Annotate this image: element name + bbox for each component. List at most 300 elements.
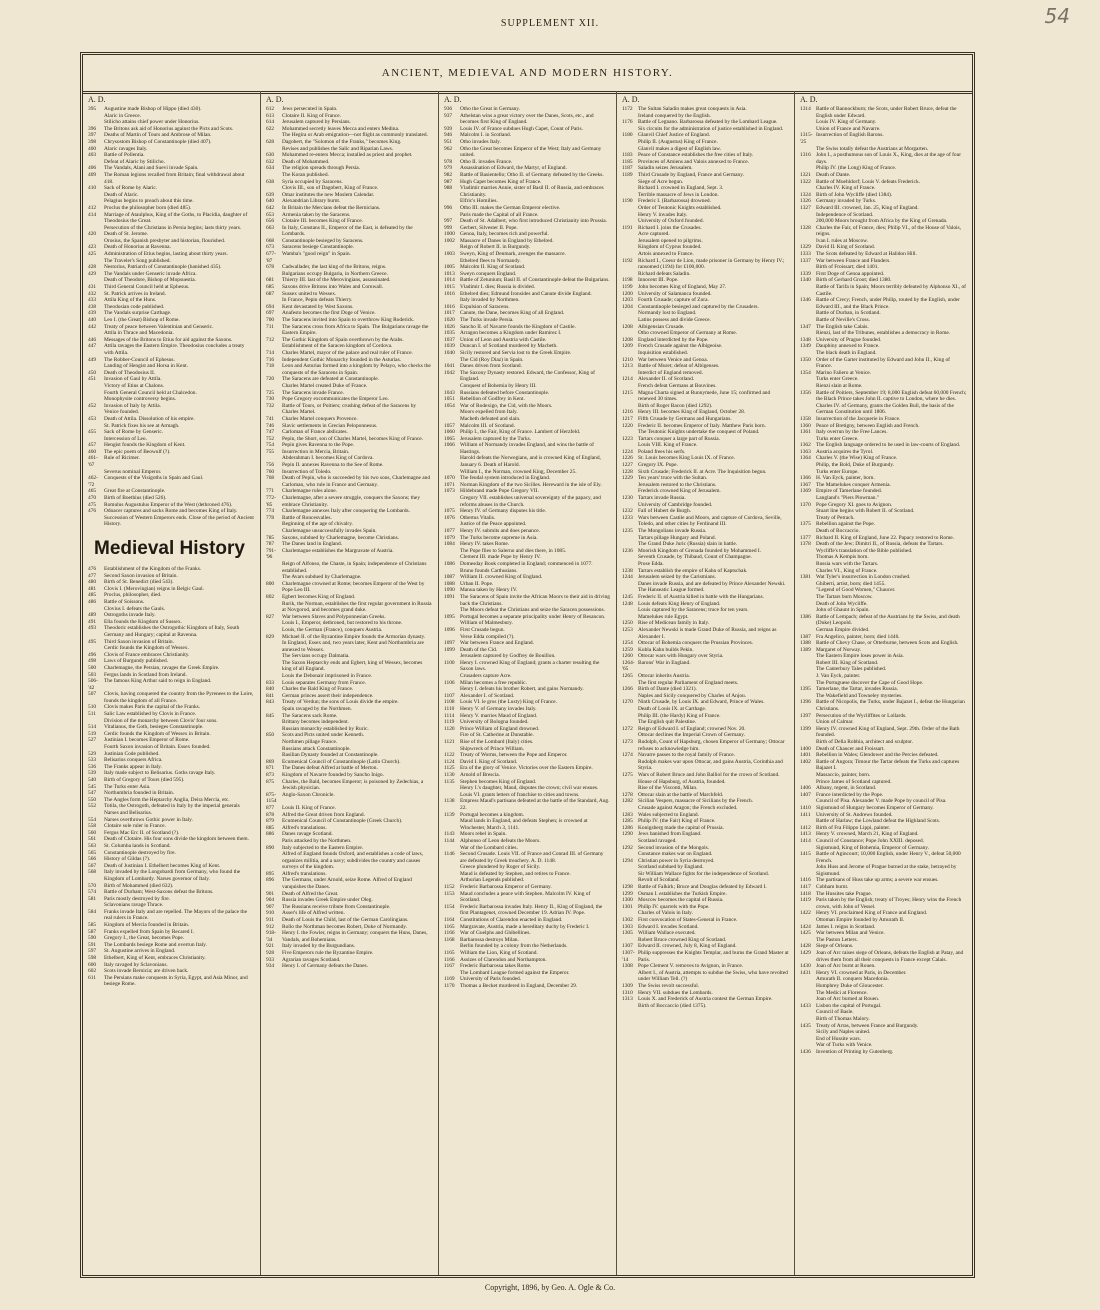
history-entry xyxy=(88,475,255,488)
entry-year: 1389 xyxy=(800,646,811,653)
entry-year: 567 xyxy=(88,862,97,869)
history-entry xyxy=(266,772,433,779)
history-entry xyxy=(622,568,789,575)
entry-text: Battle of Poitiers, September 19; 8,000 English defeat 60,000 French; the Black Prince takes John II. captive to London, where he dies. xyxy=(816,389,967,403)
entry-text: Charlemagne, the Persian, ravages the Greek Empire. xyxy=(104,664,220,671)
entry-year: 928 xyxy=(266,950,275,956)
entry-text: Landing of Hengist and Horsa in Kent. xyxy=(104,363,188,370)
entry-text: Battle of Neville's Cross. xyxy=(816,317,870,323)
history-entry xyxy=(266,686,433,693)
entry-text: Joan of Arc raises siege of Orleans, defeats the English at Patay, and drives them from all their conquests in France except Calais. xyxy=(816,950,964,963)
entry-year: 632 xyxy=(266,158,275,165)
entry-text: The Gothic Kingdom of Spain overthrown by the Arabs. xyxy=(282,336,404,343)
history-entry xyxy=(266,363,433,376)
entry-year xyxy=(800,798,816,805)
entry-text: The Hegira or Arab emigration—not flight as commonly translated. xyxy=(282,132,428,139)
entry-year xyxy=(800,937,816,944)
entry-year xyxy=(88,238,104,245)
history-entry xyxy=(266,508,433,515)
history-entry xyxy=(800,488,967,495)
entry-year: 1278 xyxy=(622,791,633,798)
entry-text: Hildebrand made Pope Gregory VII. xyxy=(460,488,539,495)
entry-year: 1228 xyxy=(622,468,633,475)
history-entry xyxy=(266,831,433,838)
entry-year: 1411 xyxy=(800,811,811,818)
entry-year xyxy=(800,673,816,680)
history-entry xyxy=(622,409,789,416)
entry-year xyxy=(444,548,460,555)
history-entry xyxy=(444,455,611,468)
history-entry xyxy=(266,792,433,805)
column-header: A. D. xyxy=(266,95,284,104)
history-entry xyxy=(444,930,611,937)
entry-year: 481 xyxy=(88,585,97,592)
entry-text: Kubla Kahn builds Pekin. xyxy=(638,646,694,653)
entry-year xyxy=(800,1042,816,1049)
history-entry xyxy=(800,251,967,258)
entry-text: The Hanseatic League formed. xyxy=(638,587,705,594)
entry-text: Henry VI. crowned at Paris, in December. xyxy=(816,969,907,976)
entry-text: German princes assert their independence. xyxy=(282,692,374,699)
history-entry xyxy=(88,212,255,225)
entry-year: 1200 xyxy=(622,290,633,297)
history-entry xyxy=(800,165,967,172)
entry-year: 978 xyxy=(444,158,453,165)
entry-year: 939 xyxy=(444,125,453,132)
entry-year: 461-'67 xyxy=(88,455,98,469)
entry-year: 946 xyxy=(444,132,453,139)
entry-text: William I., the Norman, crowned King, December 25. xyxy=(460,468,577,475)
history-entry xyxy=(800,462,967,469)
history-entry xyxy=(266,581,433,594)
entry-year: 446 xyxy=(88,336,97,343)
column-2 xyxy=(261,91,439,1275)
entry-text: Provinces of Amiens and Valois annexed to France. xyxy=(638,158,749,165)
history-entry xyxy=(622,818,789,825)
entry-text: Constance makes war on England. xyxy=(638,851,713,858)
entry-year xyxy=(800,436,816,443)
entry-text: Battle of Muret; defeat of Albigenses. xyxy=(638,363,720,370)
entry-text: Death of Clotaire. His four sons divide the kingdom between them. xyxy=(104,836,249,843)
entry-year: 1244 xyxy=(622,574,633,581)
entry-text: Prince William of England drowned. xyxy=(460,725,540,732)
entry-year: 1283 xyxy=(622,811,633,818)
history-entry xyxy=(88,803,255,816)
entry-text: The Danes land in England. xyxy=(282,541,343,548)
entry-text: Justinian Code published. xyxy=(104,750,160,757)
history-entry xyxy=(800,423,967,430)
history-entry xyxy=(800,528,967,535)
entry-text: Russia wars with the Tartars. xyxy=(816,560,879,567)
history-entry xyxy=(444,831,611,838)
history-entry xyxy=(444,416,611,423)
history-entry xyxy=(88,843,255,850)
entry-text: Louis I., Emperor, dethroned, but restored to his throne. xyxy=(282,620,403,627)
entry-year: 477 xyxy=(88,572,97,579)
entry-year xyxy=(622,877,638,884)
entry-year: 1090 xyxy=(444,587,455,594)
entry-text: Inquisition established. xyxy=(638,349,689,356)
history-entry xyxy=(800,152,967,165)
entry-text: Wars of Robert Bruce and John Balliol for the crown of Scotland. xyxy=(638,771,780,778)
entry-text: Acre captured. xyxy=(638,231,670,238)
entry-year: 912 xyxy=(266,923,275,930)
entry-year xyxy=(800,330,816,337)
entry-text: Frederick crowned King of Jerusalem. xyxy=(638,488,721,495)
entry-year xyxy=(266,561,282,574)
entry-text: University of Cambridge founded. xyxy=(638,501,713,508)
entry-year: 827 xyxy=(266,613,275,620)
history-entry xyxy=(444,146,611,159)
history-entry xyxy=(444,871,611,878)
entry-year xyxy=(266,528,282,535)
copyright-line: Copyright, 1896, by Geo. A. Ogle & Co. xyxy=(484,1283,616,1292)
entry-text: Henry VI. proclaimed King of France and England. xyxy=(816,910,928,917)
entry-text: Ostrogoths invade Italy. xyxy=(104,612,156,619)
history-entry xyxy=(444,205,611,212)
history-entry xyxy=(622,673,789,680)
entry-year xyxy=(444,416,460,423)
entry-year: 1348 xyxy=(800,336,811,343)
entry-text: Clovis, having conquered the country from the Pyrenees to the Loire, founds the kingdom of all France. xyxy=(104,691,254,704)
entry-year: 460 xyxy=(88,448,97,455)
history-entry xyxy=(622,304,789,311)
entry-text: Pepin II. annexes Ravenna to the See of Rome. xyxy=(282,462,384,469)
entry-year: 1410 xyxy=(800,804,811,811)
history-entry xyxy=(266,627,433,634)
entry-year: 878 xyxy=(266,811,275,818)
history-entry xyxy=(88,284,255,291)
history-entry xyxy=(800,924,967,931)
history-entry xyxy=(800,983,967,990)
history-entry xyxy=(444,139,611,146)
entry-year xyxy=(800,627,816,634)
history-entry xyxy=(88,678,255,691)
history-entry xyxy=(266,119,433,126)
entry-year xyxy=(88,330,104,337)
entry-year xyxy=(266,521,282,528)
history-entry xyxy=(88,304,255,311)
entry-text: Battle of Durham; West-Saxons defeat the Britons. xyxy=(104,889,214,896)
history-entry xyxy=(266,699,433,706)
entry-text: The Paston Letters. xyxy=(816,936,858,943)
entry-text: Slavic settlements in Grecian Peloponnesus. xyxy=(282,422,378,429)
entry-text: Massacre of Danes in England by Ethelred. xyxy=(460,237,554,244)
entry-year xyxy=(800,515,816,522)
entry-year: 1375 xyxy=(800,521,811,528)
history-entry xyxy=(88,817,255,824)
history-entry xyxy=(800,350,967,357)
entry-text: St. Patrick fixes his see at Armagh. xyxy=(104,422,180,429)
history-entry xyxy=(88,658,255,665)
entry-text: Ethelbert, King of Kent, embraces Christianity. xyxy=(104,955,206,962)
entry-text: Gregory IX. Pope. xyxy=(638,462,678,469)
history-entry xyxy=(266,805,433,812)
entry-text: Order of Teutonic Knights established. xyxy=(638,204,722,211)
entry-text: The Britons ask aid of Honorius against the Picts and Scots. xyxy=(104,125,234,132)
entry-year: 1130 xyxy=(444,771,455,778)
entry-text: Battle of Crecy; French, under Philip, routed by the English, under Edward III., and the Black Prince. xyxy=(816,297,960,310)
entry-year: 1347 xyxy=(800,323,811,330)
entry-text: The Swiss revolt successful. xyxy=(638,982,700,989)
entry-text: The Grand Duke Juric (Russia) slain in battle. xyxy=(638,541,738,548)
entry-year: 875 xyxy=(266,778,275,785)
entry-text: Artois annexed to France. xyxy=(638,251,694,258)
history-entry xyxy=(800,475,967,482)
entry-year: 602 xyxy=(88,968,97,975)
entry-year: 1165 xyxy=(444,923,455,930)
entry-year: 475 xyxy=(88,501,97,508)
entry-year: 451 xyxy=(88,376,97,383)
entry-text: France interdicted by the Pope. xyxy=(816,791,884,798)
entry-text: Turks enter Greece. xyxy=(816,376,859,383)
entry-text: Chrysostom Bishop of Constantinople (died 407). xyxy=(104,138,212,145)
history-entry xyxy=(444,620,611,627)
entry-text: Louis, the German (France), conquers Austria. xyxy=(282,626,383,633)
entry-year: 1435 xyxy=(800,1022,811,1029)
history-entry xyxy=(88,508,255,515)
entry-text: Birth of Thomas Malory. xyxy=(816,1015,870,1022)
entry-text: Vitalianus, the Goth, besieges Constantinople. xyxy=(104,724,204,731)
entry-text: Alexander Newski is made Grand Duke of Russia, and reigns as Alexander I. xyxy=(638,626,777,640)
entry-text: Italy invaded by the Burgundians. xyxy=(282,943,356,950)
entry-text: Rienzi, last of the Tribunes, establishes a democracy in Rome. xyxy=(816,330,951,337)
history-entry xyxy=(88,902,255,909)
history-entry xyxy=(800,442,967,449)
entry-text: Pope Clement V. removes to Avignon, in France. xyxy=(638,963,744,970)
entry-year: 432 xyxy=(88,290,97,297)
entry-year: 1386 xyxy=(800,613,811,620)
history-entry xyxy=(88,264,255,271)
history-entry xyxy=(622,337,789,344)
entry-text: Portugal becomes a kingdom. xyxy=(460,811,525,818)
entry-year xyxy=(622,1003,638,1010)
entry-year xyxy=(88,192,104,199)
history-entry xyxy=(800,963,967,970)
entry-year: 845 xyxy=(266,712,275,719)
entry-year: 1209 xyxy=(622,343,633,350)
section-heading-medieval: Medieval History xyxy=(94,538,245,559)
entry-text: Rise of the Visconti, Milan. xyxy=(638,785,698,792)
entry-year: 450 xyxy=(88,369,97,376)
history-entry xyxy=(622,185,789,192)
entry-text: Rurik, the Norman, establishes the first regular government in Russia at Novgorod, and becomes grand duke. xyxy=(282,600,432,614)
entry-text: Charlemagne unsuccessfully invades Spain. xyxy=(282,528,377,534)
entry-year: 1322 xyxy=(800,178,811,185)
entry-year: 455 xyxy=(88,429,97,436)
history-entry xyxy=(622,739,789,752)
entry-text: Sixth Crusade; Frederick II. at Acre. The Inquisition begun. xyxy=(638,468,767,475)
entry-text: Treaty of peace between Valentinian and Genseric. xyxy=(104,323,214,330)
history-entry xyxy=(800,1023,967,1030)
entry-year: 1037 xyxy=(444,336,455,343)
history-entry xyxy=(444,535,611,542)
entry-year: 552 xyxy=(88,803,97,810)
history-entry xyxy=(444,126,611,133)
entry-year: 999 xyxy=(444,224,453,231)
entry-year xyxy=(622,238,638,245)
entry-year: 550 xyxy=(88,796,97,803)
entry-text: Romulus Augustulus Emperor of the West (dethroned 476). xyxy=(104,501,233,508)
entry-text: Monophysite controversy begins. xyxy=(104,396,177,403)
entry-year: 1043 xyxy=(444,389,455,396)
history-entry xyxy=(622,706,789,713)
entry-text: Maud concludes a peace with Stephen. Malcolm IV. King of Scotland. xyxy=(460,890,591,904)
entry-year xyxy=(622,554,638,561)
history-entry xyxy=(444,396,611,403)
entry-text: Austria acquires the Tyrol. xyxy=(816,448,874,455)
history-entry xyxy=(444,442,611,455)
history-entry xyxy=(800,1029,967,1036)
entry-text: Council of Basle. xyxy=(816,1009,854,1016)
entry-year: 1294 xyxy=(622,857,633,864)
entry-year xyxy=(800,1016,816,1023)
entry-text: Jerusalem captured by Godfrey de Bouillon. xyxy=(460,653,556,660)
entry-year xyxy=(444,871,460,878)
history-entry xyxy=(444,541,611,548)
entry-text: Leon and Asturias formed into a kingdom by Pelayo, who checks the conquests of the Saracens in Spain. xyxy=(282,363,431,376)
entry-text: Langland's "Piers Plowman." xyxy=(816,495,880,502)
entry-year: 566 xyxy=(88,856,97,863)
entry-text: Clovis I. (Merovingian) reigns in Belgic Gaul. xyxy=(104,585,205,592)
entry-text: The Pope flies to Salerno and dies there, in 1085. xyxy=(460,547,567,554)
history-entry xyxy=(266,752,433,759)
entry-year: 1152 xyxy=(444,884,455,891)
entry-text: Scotland subdued by England. xyxy=(638,864,704,871)
entry-text: Seventh Crusade, by Thibaud, Count of Champagne. xyxy=(638,554,752,561)
entry-text: Louis II. King of France. xyxy=(282,804,336,811)
entry-text: Second invasion of the Mongols. xyxy=(638,844,710,851)
entry-year xyxy=(622,581,638,588)
entry-text: Poland frees his serfs. xyxy=(638,448,686,455)
entry-year xyxy=(444,785,460,792)
entry-text: The Koran published. xyxy=(282,171,329,178)
entry-year: 498 xyxy=(88,658,97,665)
entry-text: Fourth Crusade; capture of Zora. xyxy=(638,297,709,304)
entry-text: Barons' War in England. xyxy=(638,659,691,666)
history-entry xyxy=(266,350,433,357)
history-entry xyxy=(800,838,967,845)
entry-year: 1026 xyxy=(444,323,455,330)
history-entry xyxy=(266,541,433,548)
entry-year xyxy=(622,310,638,317)
entry-year: 772-'85 xyxy=(266,495,276,508)
history-entry xyxy=(266,159,433,166)
entry-text: The Vandals, Alani and Suevi invade Spain. xyxy=(104,165,199,172)
entry-text: Thierry III. last of the Merovingians, assassinated. xyxy=(282,277,391,284)
entry-text: Otho II. invades France. xyxy=(460,158,513,165)
history-entry xyxy=(800,297,967,310)
entry-year xyxy=(800,264,816,271)
history-entry xyxy=(266,877,433,890)
entry-year: 506-'42 xyxy=(88,678,98,691)
entry-year xyxy=(622,864,638,871)
entry-year: 1412 xyxy=(800,824,811,831)
history-entry xyxy=(88,495,255,502)
history-entry xyxy=(88,139,255,146)
entry-year: 449 xyxy=(88,356,97,363)
entry-text: Spain ravaged by the Northmen. xyxy=(282,706,352,713)
entry-text: Berlin founded by a colony from the Netherlands. xyxy=(460,943,568,950)
entry-year: 1436 xyxy=(800,1048,811,1055)
history-entry xyxy=(622,251,789,258)
history-entry xyxy=(444,660,611,673)
entry-text: Alfred the Great driven from England. xyxy=(282,811,365,818)
entry-year: 802 xyxy=(266,593,275,600)
entry-text: Ethelred dies; Edmund Ironsides and Canute divide England. xyxy=(460,290,592,297)
history-entry xyxy=(622,284,789,291)
history-entry xyxy=(88,955,255,962)
entry-text: Louis X. and Frederick of Austria contest the German Empire. xyxy=(638,996,773,1003)
entry-text: Third General Council held at Ephesus. xyxy=(104,284,190,291)
entry-year xyxy=(266,653,282,660)
entry-text: Treaty of Arras, between France and Burgundy. xyxy=(816,1022,919,1029)
history-entry xyxy=(266,225,433,238)
entry-text: Administration of Etius begins, lasting about thirty years. xyxy=(104,251,228,258)
entry-year: 988 xyxy=(444,185,453,192)
history-entry xyxy=(622,350,789,357)
entry-text: The Saracens are defeated at Constantinople. xyxy=(282,376,379,383)
entry-year xyxy=(444,634,460,641)
entry-year: 489 xyxy=(88,612,97,619)
history-entry xyxy=(800,785,967,792)
entry-text: Carloman of France abdicates. xyxy=(282,429,348,436)
history-entry xyxy=(800,192,967,199)
entry-year: 677-'87 xyxy=(266,251,276,264)
history-entry xyxy=(800,310,967,317)
history-entry xyxy=(622,785,789,792)
entry-text: In England, Essex and, two years later, Kent and Northumbria are annexed to Wessex. xyxy=(282,640,424,653)
history-entry xyxy=(266,113,433,120)
entry-year xyxy=(88,515,104,528)
entry-year xyxy=(266,838,282,845)
entry-year xyxy=(622,146,638,153)
entry-text: The Franks appear in Italy. xyxy=(104,763,162,770)
history-entry xyxy=(266,475,433,488)
entry-text: Tartars establish the empire of Kahn of Kaptschak. xyxy=(638,567,748,574)
history-entry xyxy=(622,554,789,561)
entry-text: Ecumenical Council of Constantinople (Greek Church). xyxy=(282,818,403,825)
entry-year xyxy=(622,614,638,621)
history-entry xyxy=(622,258,789,271)
entry-year xyxy=(88,390,104,397)
entry-year xyxy=(622,271,638,278)
entry-text: Reign of Robert II. in Burgundy. xyxy=(460,244,531,251)
entry-text: Russian monarchy established by Ruric. xyxy=(282,725,369,732)
entry-year: 1187 xyxy=(622,165,633,172)
entry-year xyxy=(622,317,638,324)
entry-year xyxy=(800,403,816,416)
entry-year: 933 xyxy=(266,956,275,963)
history-entry xyxy=(622,139,789,146)
entry-text: Battle of Zetunium; Basil II. of Constantinople defeat the Bulgarians. xyxy=(460,277,610,284)
entry-year: 585 xyxy=(88,922,97,929)
history-entry xyxy=(88,896,255,903)
entry-text: Thomas a Becket murdered in England, December 29. xyxy=(460,982,578,989)
entry-year: 907 xyxy=(266,903,275,910)
history-entry xyxy=(266,917,433,924)
history-entry xyxy=(88,770,255,777)
entry-year xyxy=(800,917,816,924)
entry-year: 1073 xyxy=(444,488,455,495)
history-entry xyxy=(444,508,611,515)
entry-text: Crusade against Aragon; the French excluded. xyxy=(638,804,738,811)
entry-text: Clotaire II. King of France. xyxy=(282,112,341,119)
entry-year xyxy=(444,554,460,561)
history-entry xyxy=(622,647,789,654)
entry-text: Richard I., Coeur de Lion, made prisoner in Germany by Henry IV.; ransomed (1194) for £100,000. xyxy=(638,257,785,271)
entry-text: Battle of Pollentia. xyxy=(104,152,145,159)
